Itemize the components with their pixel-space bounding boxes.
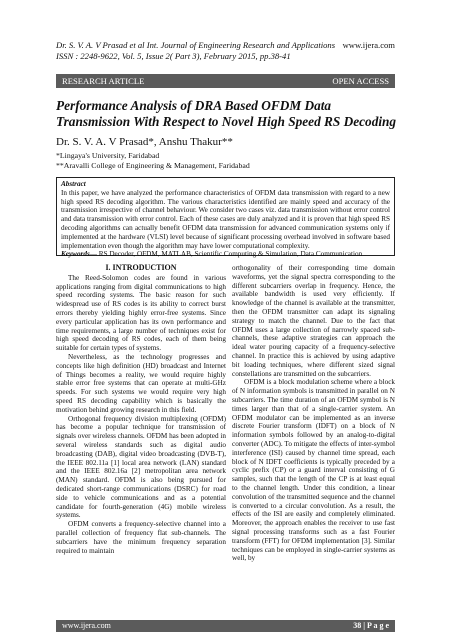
article-type-label: RESEARCH ARTICLE [62,76,145,86]
paragraph: Nevertheless, as the technology progresses and concepts like high definition (HD) broadcast and Internet of Things becomes a reality, we would require highly stable error free systems that can operate at multi-GHz speeds. For such systems we would require very high speed RS decoding capability which is basically the motivation behind growing research in this field. [56,352,226,414]
running-header [56,40,395,62]
paragraph: orthogonality of their corresponding time domain waveforms, yet the signal spectra corresponding to the different subcarriers overlap in frequency. Hence, the available bandwidth is used very efficiently. If knowledge of the channel is available at the transmitter, then the OFDM transmitter can adapt its signaling strategy to match the channel. Due to the fact that OFDM uses a large collection of narrowly spaced sub-channels, these adaptive strategies can approach the ideal water pouring capacity of a frequency-selective channel. In practice this is achieved by using adaptive bit loading techniques, where different sized signal constellations are transmitted on the subcarriers. [232,264,395,378]
paragraph: OFDM converts a frequency-selective channel into a parallel collection of frequency flat sub-channels. The subcarriers have the minimum frequency separation required to maintain [56,520,226,555]
footer-band [56,620,395,632]
section-heading-introduction: I. INTRODUCTION [105,263,177,272]
keywords-text: — RS Decoder, OFDM, MATLAB, Scientific Computing & Simulation, Data Communication [89,250,363,259]
abstract-heading: Abstract [61,180,86,188]
affiliation-1: *Lingaya's University, Faridabad [56,151,160,160]
header-issn: ISSN : 2248-9622, Vol. 5, Issue 2( Part 3), February 2015, pp.38-41 [56,51,291,61]
header-url[interactable]: www.ijera.com [342,40,395,50]
header-citation: Dr. S. V. A. V Prasad et al Int. Journal of Engineering Research and Applications [56,40,336,50]
paragraph: The Reed-Solomon codes are found in various applications ranging from digital communications to high speed recording systems. The basic reason for such widespread use of RS codes is its ability to correct burst errors thereby yielding highly error-free systems. Since every particular application has its own performance and time requirements, a large number of techniques exist for high speed decoding of RS codes, each of them being suitable for certain types of systems. [56,273,226,353]
abstract-text: In this paper, we have analyzed the performance characteristics of OFDM data transmission with regard to a new high speed RS decoding algorithm. The various characteristics identified are mainly speed and accuracy of the transmission irrespective of channel behaviour. We consider two cases viz. data transmission without error control and data transmission with error control. Each of these cases are duly analyzed and it is proven that high speed RS decoding algorithms can actually benefit OFDM data transmission for advanced communication systems only if implemented at the hardware (VLSI) level because of significant processing overhead involved in software based implementation even though the algorithm may have lower computational complexity. [61,188,390,250]
paragraph: OFDM is a block modulation scheme where a block of N information symbols is transmitted in parallel on N subcarriers. The time duration of an OFDM symbol is N times larger than that of a single-carrier system. An OFDM modulator can be implemented as an inverse discrete Fourier transform (IDFT) on a block of N information symbols followed by an analog-to-digital converter (ADC). To mitigate the effects of inter-symbol interference (ISI) caused by channel time spread, each block of N IDFT coefficients is typically preceded by a cyclic prefix (CP) or a guard interval consisting of G samples, such that the length of the CP is at least equal to the channel length. Under this condition, a linear convolution of the transmitted sequence and the channel is converted to a circular convolution. As a result, the effects of the ISI are easily and completely eliminated. Moreover, the approach enables the receiver to use fast signal processing transforms such as a fast Fourier transform (FFT) for OFDM implementation [3]. Similar techniques can be employed in single-carrier systems as well, by [232,378,395,563]
paper-title: Performance Analysis of DRA Based OFDM Data Transmission With Respect to Novel High Speed RS Decoding [56,98,397,129]
right-column [232,264,395,563]
paragraph: Orthogonal frequency division multiplexing (OFDM) has become a popular technique for transmission of signals over wireless channels. OFDM has been adopted in several wireless standards such as digital audio broadcasting (DAB), digital video broadcasting (DVB-T), the IEEE 802.11a [1] local area network (LAN) standard and the IEEE 802.16a [2] metropolitan area network (MAN) standard. OFDM is also being pursued for dedicated short-range communications (DSRC) for road side to vehicle communications and as a potential candidate for fourth-generation (4G) mobile wireless systems. [56,414,226,520]
left-column [56,264,226,555]
footer-url[interactable]: www.ijera.com [62,621,111,630]
authors: Dr. S. V. A. V Prasad*, Anshu Thakur** [56,136,233,148]
keywords-label: Keywords [61,250,90,259]
page-number: 38 | P a g e [353,621,389,630]
abstract-box [56,177,395,259]
affiliation-2: **Aravalli College of Engineering & Management, Faridabad [56,161,250,170]
article-type-band [56,74,395,88]
access-label: OPEN ACCESS [332,76,389,86]
